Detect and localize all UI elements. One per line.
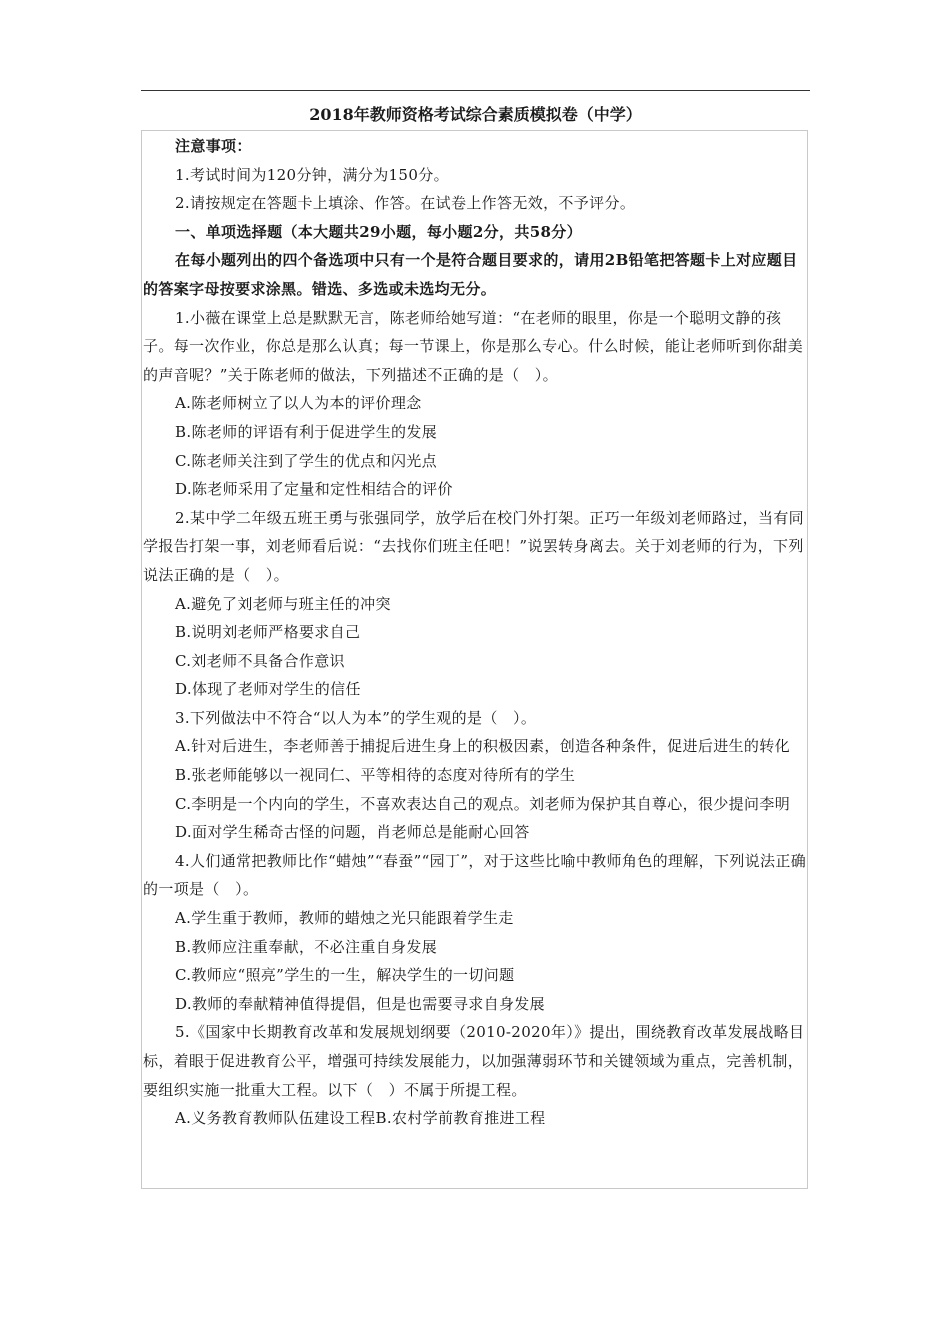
notice-item: 1.考试时间为120分钟，满分为150分。 (175, 165, 449, 184)
answer-option: C.教师应“照亮”学生的一生，解决学生的一切问题 (175, 966, 515, 985)
answer-option: A.陈老师树立了以人为本的评价理念 (175, 394, 422, 413)
answer-option: B.说明刘老师严格要求自己 (175, 623, 361, 642)
notice-item: 2.请按规定在答题卡上填涂、作答。在试卷上作答无效，不予评分。 (175, 194, 636, 213)
answer-option: D.教师的奉献精神值得提倡，但是也需要寻求自身发展 (175, 994, 546, 1013)
section-instruction: 在每小题列出的四个备选项中只有一个是符合题目要求的，请用2B铅笔把答题卡上对应题目的答案字母按要求涂黑。错选、多选或未选均无分。 (143, 251, 798, 298)
answer-option: C.刘老师不具备合作意识 (175, 651, 345, 670)
answer-option: A.学生重于教师，教师的蜡烛之光只能跟着学生走 (175, 909, 514, 928)
answer-option: D.面对学生稀奇古怪的问题，肖老师总是能耐心回答 (175, 823, 530, 842)
question-stem: 3.下列做法中不符合“以人为本”的学生观的是（ ）。 (175, 708, 537, 727)
answer-option: B.张老师能够以一视同仁、平等相待的态度对待所有的学生 (175, 766, 576, 785)
answer-option: A.义务教育教师队伍建设工程B.农村学前教育推进工程 (175, 1109, 546, 1128)
section-heading: 一、单项选择题（本大题共29小题，每小题2分，共58分） (175, 222, 582, 241)
question-stem: 2.某中学二年级五班王勇与张强同学，放学后在校门外打架。正巧一年级刘老师路过，当有同学报告打架一事，刘老师看后说：“去找你们班主任吧！”说罢转身离去。关于刘老师的行为，下列说法正确的是（ ）。 (143, 508, 805, 584)
answer-option: A.针对后进生，李老师善于捕捉后进生身上的积极因素，创造各种条件，促进后进生的转化 (175, 737, 790, 756)
page-title: 2018年教师资格考试综合素质模拟卷（中学） (309, 105, 642, 124)
answer-option: A.避免了刘老师与班主任的冲突 (175, 594, 391, 613)
answer-option: C.李明是一个内向的学生，不喜欢表达自己的观点。刘老师为保护其自尊心，很少提问李明 (175, 794, 791, 813)
question-stem: 4.人们通常把教师比作“蜡烛”“春蚕”“园丁”，对于这些比喻中教师角色的理解，下列说法正确的一项是（ ）。 (143, 851, 807, 899)
answer-option: C.陈老师关注到了学生的优点和闪光点 (175, 451, 438, 470)
answer-option: B.陈老师的评语有利于促进学生的发展 (175, 422, 438, 441)
question-stem: 1.小薇在课堂上总是默默无言，陈老师给她写道：“在老师的眼里，你是一个聪明文静的孩子。每一次作业，你总是那么认真；每一节课上，你是那么专心。什么时候，能让老师听到你甜美的声音呢？”关于陈老师的做法，下列描述不正确的是（ ）。 (143, 308, 804, 384)
answer-option: B.教师应注重奉献，不必注重自身发展 (175, 937, 438, 956)
exam-content (143, 132, 808, 1133)
header-rule (141, 90, 810, 91)
question-stem: 5.《国家中长期教育改革和发展规划纲要（2010-2020年）》提出，围绕教育改革发展战略目标，着眼于促进教育公平，增强可持续发展能力，以加强薄弱环节和关键领域为重点，完善机制，要组织实施一批重大工程。以下（ ）不属于所提工程。 (143, 1023, 805, 1099)
notice-heading: 注意事项： (175, 137, 252, 155)
answer-option: D.陈老师采用了定量和定性相结合的评价 (175, 480, 453, 499)
answer-option: D.体现了老师对学生的信任 (175, 680, 361, 699)
